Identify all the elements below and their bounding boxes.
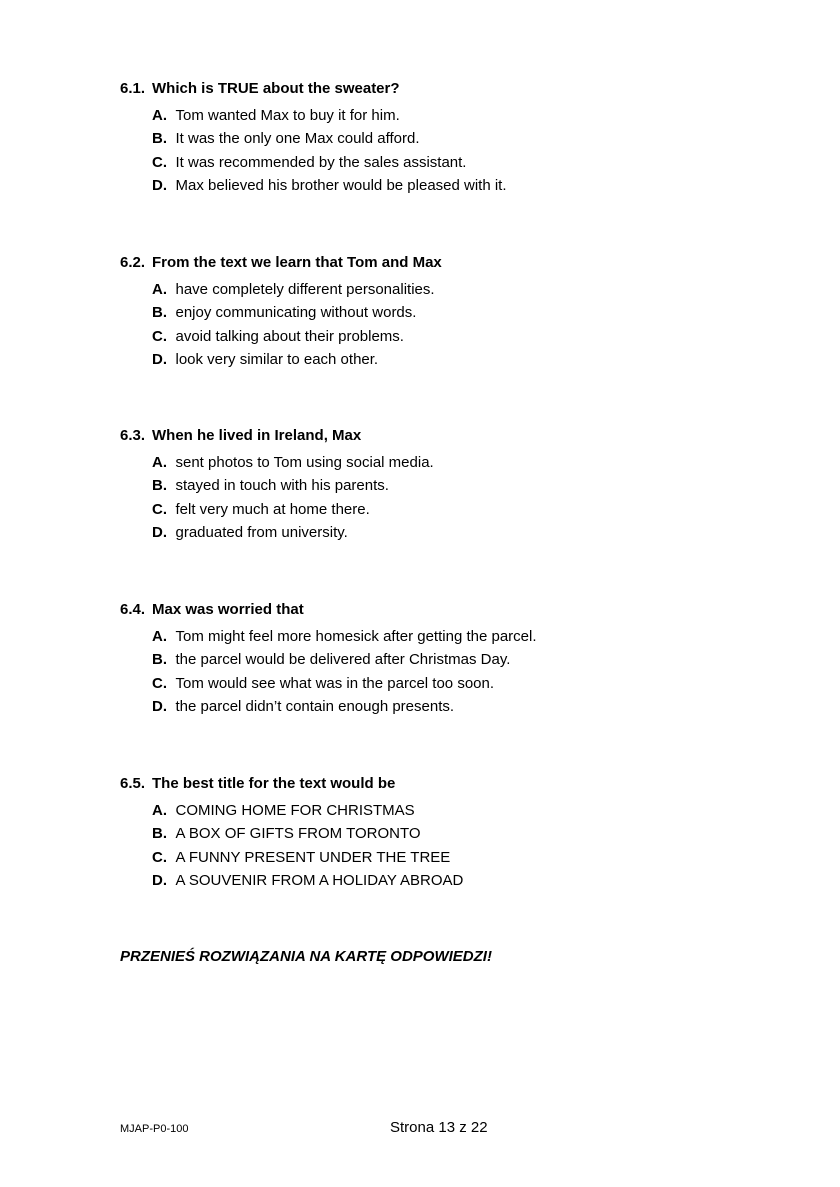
option-text: felt very much at home there. — [175, 500, 370, 518]
question-number: 6.5. — [120, 775, 146, 792]
option-letter: C. — [152, 327, 167, 345]
question-6-3 — [120, 427, 780, 547]
option-text: avoid talking about their problems. — [175, 327, 404, 345]
option-letter: B. — [152, 477, 167, 495]
question-heading — [120, 80, 780, 98]
question-heading — [120, 775, 780, 793]
option-letter: C. — [152, 153, 167, 171]
question-stem: From the text we learn that Tom and Max — [152, 254, 442, 271]
option-c — [152, 328, 780, 346]
option-letter: A. — [152, 802, 167, 819]
option-d — [152, 177, 780, 195]
option-c — [152, 501, 780, 519]
option-letter: A. — [152, 628, 167, 645]
option-text: sent photos to Tom using social media. — [175, 454, 434, 471]
option-text: A FUNNY PRESENT UNDER THE TREE — [175, 848, 451, 866]
option-a — [152, 281, 780, 299]
question-heading — [120, 601, 780, 619]
question-6-1 — [120, 80, 780, 200]
option-a — [152, 454, 780, 472]
option-list — [120, 454, 780, 542]
option-text: A SOUVENIR FROM A HOLIDAY ABROAD — [175, 871, 464, 889]
option-a — [152, 628, 780, 646]
option-letter: B. — [152, 651, 167, 669]
option-text: It was the only one Max could afford. — [175, 130, 420, 148]
option-b — [152, 304, 780, 322]
question-stem: Max was worried that — [152, 601, 304, 618]
option-d — [152, 698, 780, 716]
question-6-5 — [120, 775, 780, 895]
question-number: 6.3. — [120, 427, 146, 444]
option-b — [152, 477, 780, 495]
option-letter: A. — [152, 281, 167, 298]
option-letter: A. — [152, 454, 167, 471]
option-text: have completely different personalities. — [175, 281, 435, 298]
option-d — [152, 524, 780, 542]
question-stem: When he lived in Ireland, Max — [152, 427, 362, 444]
option-letter: C. — [152, 848, 167, 866]
option-a — [152, 107, 780, 125]
option-letter: D. — [152, 697, 167, 715]
option-text: enjoy communicating without words. — [175, 304, 417, 322]
option-b — [152, 825, 780, 843]
option-b — [152, 651, 780, 669]
option-c — [152, 154, 780, 172]
option-text: stayed in touch with his parents. — [175, 477, 389, 495]
option-a — [152, 802, 780, 820]
option-text: Tom would see what was in the parcel too soon. — [175, 674, 495, 692]
option-letter: C. — [152, 500, 167, 518]
question-6-2 — [120, 254, 780, 374]
option-text: the parcel didn’t contain enough presents. — [175, 697, 455, 715]
question-number: 6.1. — [120, 80, 146, 97]
option-letter: D. — [152, 176, 167, 194]
option-text: the parcel would be delivered after Christmas Day. — [175, 651, 511, 669]
option-letter: B. — [152, 304, 167, 322]
option-text: A BOX OF GIFTS FROM TORONTO — [175, 825, 421, 843]
option-d — [152, 872, 780, 890]
option-letter: B. — [152, 130, 167, 148]
option-c — [152, 675, 780, 693]
question-stem: The best title for the text would be — [152, 775, 396, 792]
option-text: Max believed his brother would be pleased with it. — [175, 176, 507, 194]
option-list — [120, 281, 780, 369]
option-list — [120, 802, 780, 890]
exam-code: MJAP-P0-100 — [120, 1123, 189, 1135]
option-text: Tom wanted Max to buy it for him. — [175, 107, 400, 124]
page-number: Strona 13 z 22 — [390, 1119, 488, 1136]
option-letter: B. — [152, 825, 167, 843]
option-letter: D. — [152, 871, 167, 889]
transfer-answers-instruction: PRZENIEŚ ROZWIĄZANIA NA KARTĘ ODPOWIEDZI! — [120, 948, 492, 965]
option-letter: C. — [152, 674, 167, 692]
question-number: 6.2. — [120, 254, 146, 271]
question-6-4 — [120, 601, 780, 721]
option-b — [152, 130, 780, 148]
option-text: look very similar to each other. — [175, 350, 379, 368]
option-text: Tom might feel more homesick after getting the parcel. — [175, 628, 537, 645]
option-d — [152, 351, 780, 369]
option-text: graduated from university. — [175, 523, 348, 541]
option-letter: D. — [152, 523, 167, 541]
option-text: It was recommended by the sales assistant. — [175, 153, 467, 171]
option-letter: A. — [152, 107, 167, 124]
question-stem: Which is TRUE about the sweater? — [152, 80, 400, 97]
question-heading — [120, 427, 780, 445]
option-c — [152, 849, 780, 867]
question-number: 6.4. — [120, 601, 146, 618]
option-letter: D. — [152, 350, 167, 368]
option-text: COMING HOME FOR CHRISTMAS — [175, 802, 415, 819]
option-list — [120, 628, 780, 716]
option-list — [120, 107, 780, 195]
question-heading — [120, 254, 780, 272]
